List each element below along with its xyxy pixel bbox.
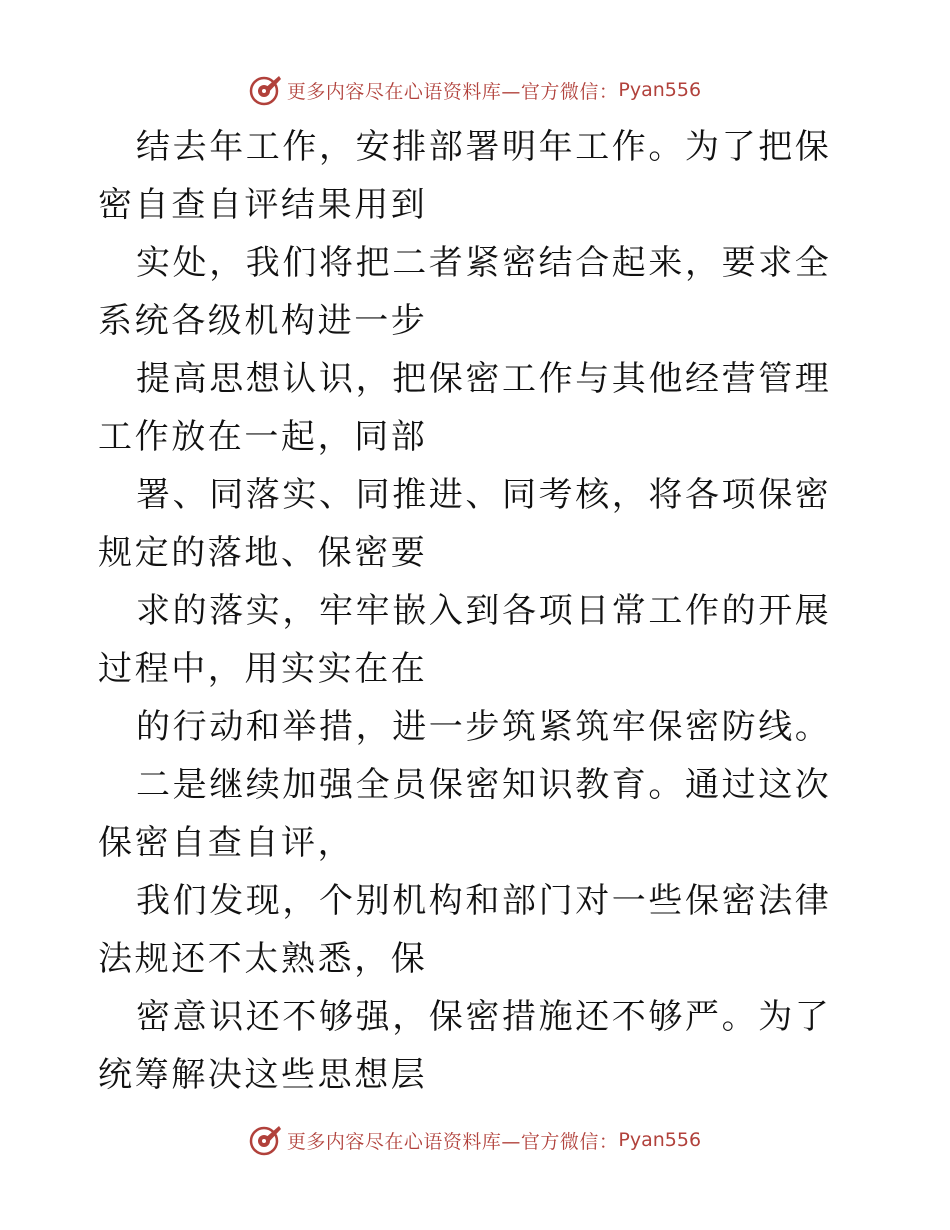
footer-banner xyxy=(0,1120,950,1160)
paragraph-line: 密意识还不够强，保密措施还不够严。为了统筹解决这些思想层 xyxy=(98,997,832,1095)
paragraph-line: 提高思想认识，把保密工作与其他经营管理工作放在一起，同部 xyxy=(98,359,832,457)
pen-nib-icon xyxy=(249,73,283,107)
banner-text: 更多内容尽在心语资料库—官方微信： xyxy=(286,1130,619,1153)
header-banner xyxy=(0,70,950,110)
paragraph-line: 求的落实，牢牢嵌入到各项日常工作的开展过程中，用实实在在 xyxy=(98,591,832,689)
paragraph-line: 我们发现，个别机构和部门对一些保密法律法规还不太熟悉，保 xyxy=(98,881,832,979)
pen-nib-icon xyxy=(249,1123,283,1157)
paragraph-line: 实处，我们将把二者紧密结合起来，要求全系统各级机构进一步 xyxy=(98,243,832,341)
paragraph-line: 二是继续加强全员保密知识教育。通过这次保密自查自评， xyxy=(98,765,832,863)
paragraph-line: 署、同落实、同推进、同考核，将各项保密规定的落地、保密要 xyxy=(98,475,832,573)
paragraph-line: 的行动和举措，进一步筑紧筑牢保密防线。 xyxy=(136,707,832,747)
document-body xyxy=(98,118,858,1104)
banner-text: 更多内容尽在心语资料库—官方微信： xyxy=(286,80,619,103)
wechat-id: Pyan556 xyxy=(618,1129,702,1151)
paragraph-line: 结去年工作，安排部署明年工作。为了把保密自查自评结果用到 xyxy=(98,127,832,225)
wechat-id: Pyan556 xyxy=(618,79,702,101)
